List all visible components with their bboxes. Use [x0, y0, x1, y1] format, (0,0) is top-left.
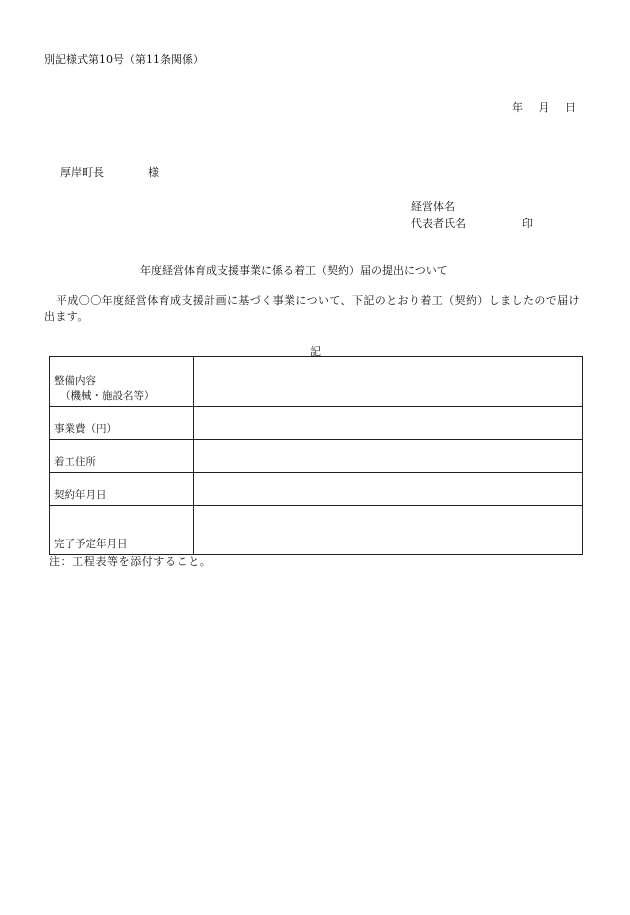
maintenance-content-value[interactable] [194, 357, 583, 407]
table-row [50, 407, 583, 440]
body-paragraph: 平成〇〇年度経営体育成支援計画に基づく事業について、下記のとおり着工（契約）しましたので届け出ます。 [44, 294, 580, 323]
project-cost-value[interactable] [194, 407, 583, 440]
date-year-label: 年 [512, 101, 523, 114]
representative-name-label: 代表者氏名 [411, 217, 466, 230]
project-cost-label: 事業費（円） [50, 407, 194, 440]
table-row [50, 357, 583, 407]
seal-label: 印 [522, 217, 533, 230]
table-row [50, 506, 583, 555]
row-sub-label: （機械・施設名等） [60, 390, 155, 402]
addressee-name: 厚岸町長 [60, 166, 104, 179]
table-row [50, 473, 583, 506]
construction-address-label: 着工住所 [50, 440, 194, 473]
contract-date-value[interactable] [194, 473, 583, 506]
document-title: 年度経営体育成支援事業に係る着工（契約）届の提出について [140, 264, 448, 277]
submission-date [512, 99, 576, 115]
date-month-label: 月 [538, 101, 550, 114]
footnote: 注：工程表等を添付すること。 [49, 555, 212, 568]
addressee [60, 164, 159, 180]
maintenance-content-label [50, 357, 194, 407]
completion-date-label: 完了予定年月日 [50, 506, 194, 555]
construction-address-value[interactable] [194, 440, 583, 473]
ki-heading: 記 [310, 345, 321, 358]
table-row [50, 440, 583, 473]
contract-date-label: 契約年月日 [50, 473, 194, 506]
form-number: 別記様式第10号（第11条関係） [44, 53, 204, 66]
date-day-label: 日 [565, 101, 576, 114]
applicant-block [411, 198, 533, 232]
completion-date-value[interactable] [194, 506, 583, 555]
addressee-honorific: 様 [148, 166, 159, 179]
row-label: 整備内容 [54, 375, 96, 387]
entity-name-label: 経営体名 [411, 200, 455, 213]
detail-table [49, 356, 583, 555]
